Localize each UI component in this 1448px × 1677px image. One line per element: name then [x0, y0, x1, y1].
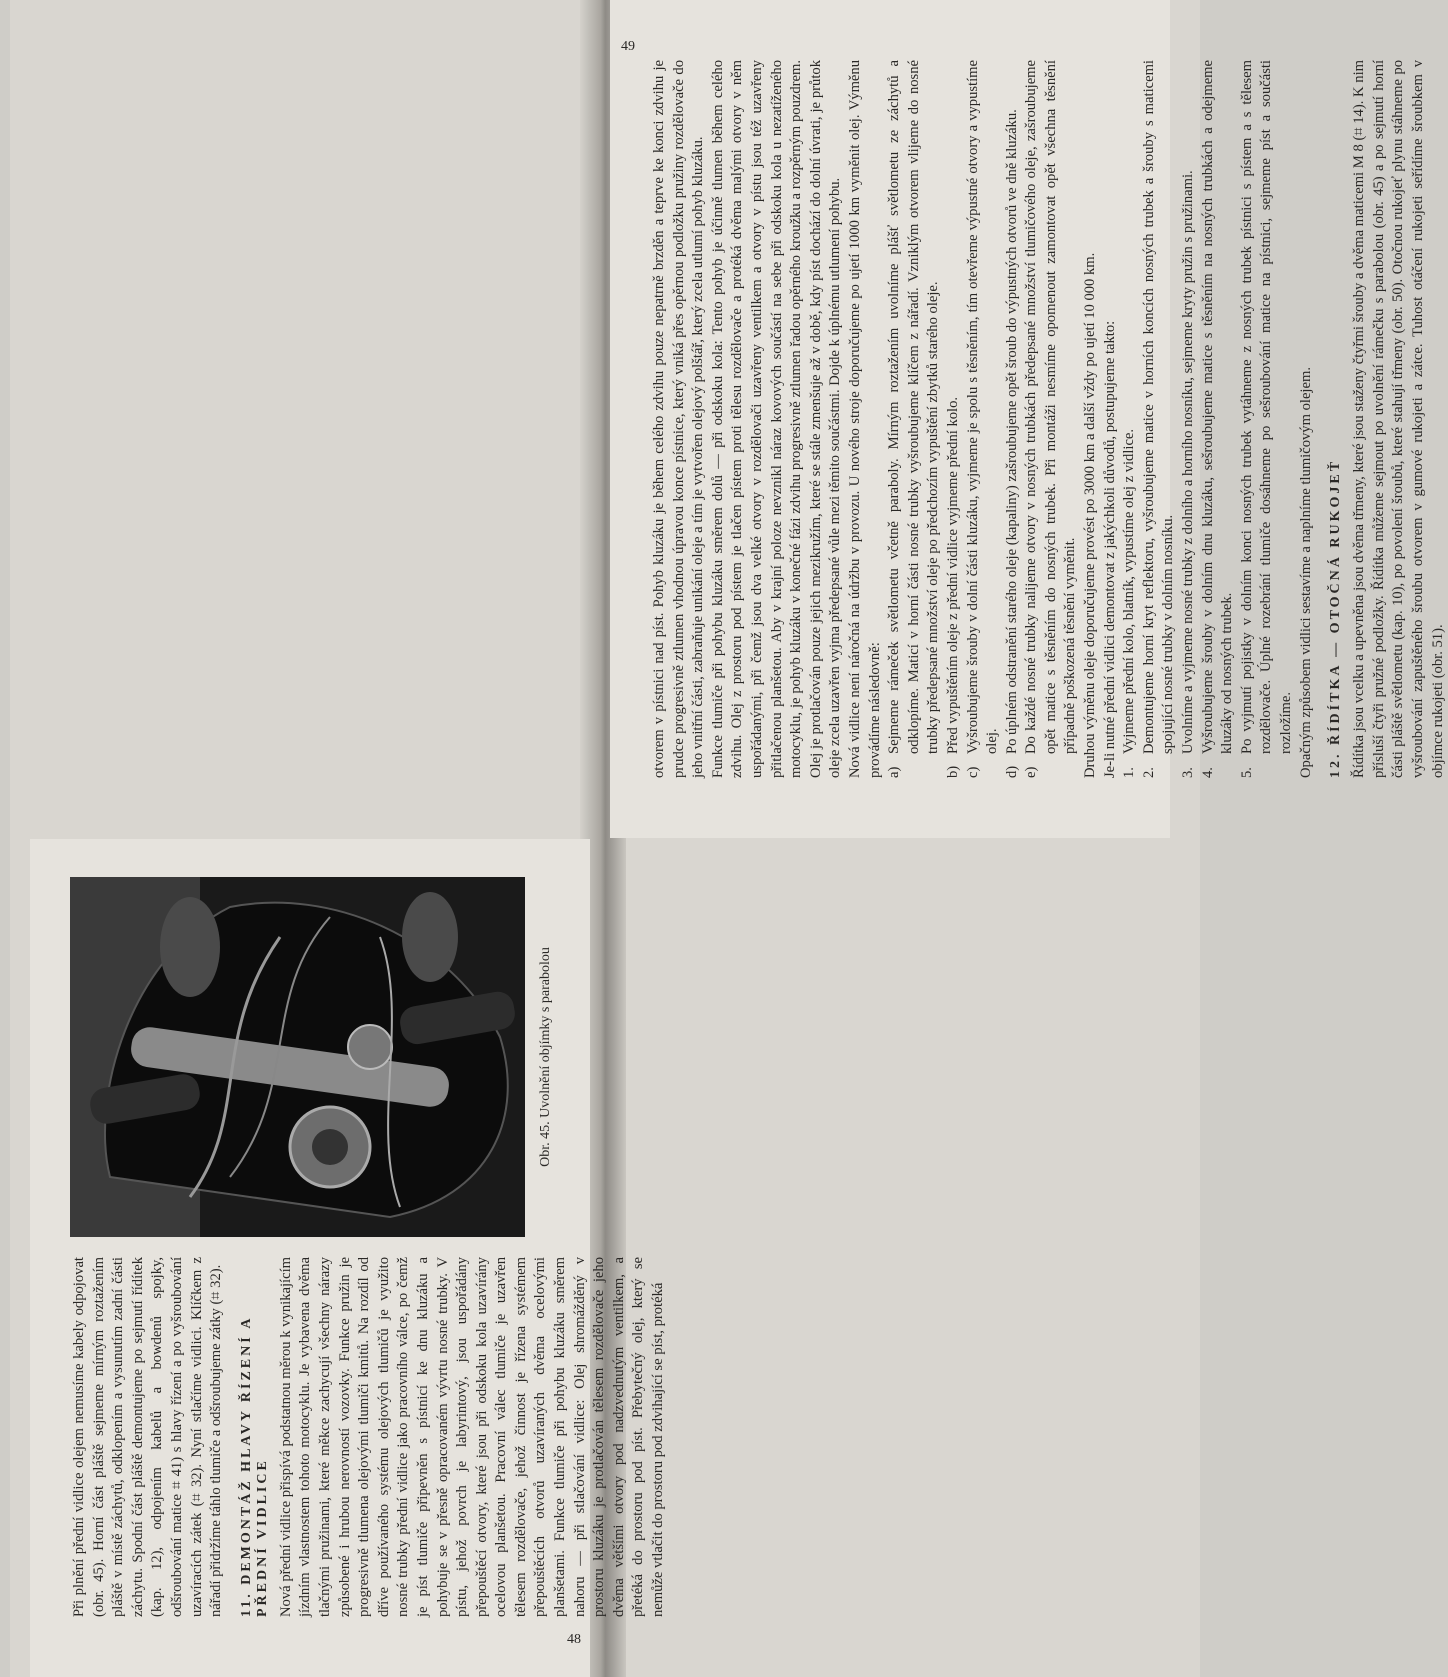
- handlebar-headlight-illustration: [70, 877, 525, 1237]
- right-para-1: otvorem v pístnici nad píst. Pohyb kluzáku je během celého zdvihu pouze nepatrně brzděn a teprve ke konci zdvihu je prudce progresivně ztlumen vhodnou úpravou konce pístnice, který vniká přes opěrnou podložku pružiny rozdělovače do jeho vnitřní části, zabraňuje unikání oleje a tím je vytvořen olejový polštář, který zcela utlumí pohyb kluzáku.: [651, 60, 707, 778]
- list-item: d) Po úplném odstranění starého oleje (kapaliny) zašroubujeme opět šroub do výpustných otvorů ve dně kluzáku.: [1003, 109, 1020, 778]
- right-para-6: Opačným způsobem vidlici sestavíme a naplníme tlumičovým olejem.: [1297, 367, 1314, 778]
- page-49: [610, 0, 1446, 838]
- disassembly-steps: [1120, 60, 1296, 778]
- page-number-49: 49: [621, 39, 635, 54]
- page-number-48: 48: [567, 1632, 581, 1647]
- book-spread: [10, 0, 1446, 1677]
- section-11-title: 11. DEMONTÁŽ HLAVY ŘÍZENÍ A PŘEDNÍ VIDLICE: [238, 1316, 270, 1617]
- list-item: 2. Demontujeme horní kryt reflektoru, vyšroubujeme matice v horních koncích nosných trubek a šrouby s maticemi spojující nosné trubky v dolním nosníku.: [1140, 60, 1177, 778]
- list-item: 5. Po vyjmutí pojistky v dolním konci nosných trubek vytáhneme z nosných trubek pístnici s pístem a s tělesem rozdělovače. Úplné rozebrání tlumiče dosáhneme po sešroubování matice na pístnici, sejmeme píst a součásti rozložíme.: [1238, 60, 1294, 778]
- intro-paragraph: Při plnění přední vidlice olejem nemusíme kabely odpojovat (obr. 45). Horní část pláště sejmeme mírným roztažením pláště v místě záchytů, odklopením a vysunutím zadní části záchytu. Spodní část pláště demontujeme po sejmutí řídítek (kap. 12), odpojením kabelů a bowdenů spojky, odšroubování matice ⌗ 41) s hlavy řízení a po vyšroubování uzavíracích zátek (⌗ 32). Nyní stlačíme vidlici. Klíčkem z nářadí přidržíme táhlo tlumiče a odšroubujeme zátky (⌗ 32).: [71, 1257, 225, 1617]
- left-text-column: [70, 1257, 669, 1617]
- figure-45-photo: [70, 877, 525, 1237]
- list-item: 3. Uvolníme a vyjmeme nosné trubky z dolního a horního nosníku, sejmeme kryty pružin s pružinami.: [1180, 170, 1197, 778]
- list-item: 1. Vyjmeme přední kolo, blatník, vypustíme olej z vidlice.: [1121, 428, 1138, 778]
- right-para-7: Řídítka jsou vcelku a upevněna jsou dvěma třmeny, které jsou staženy čtyřmi šrouby a dvěma maticemi M 8 (⌗ 14). K nim přísluší čtyři pružné podložky. Řídítka můžeme sejmout po uvolnění rámečku s parabolou (obr. 45) a po sejmutí horní části pláště světlometu (kap. 10), po povolení šroubů, které stahují třmeny (obr. 50). Otočnou rukojeť plynu stáhneme po vyšroubování zapuštěného šroubu otvorem v gumové rukojeti a zátce. Tuhost otáčení rukojeti seřídíme šroubkem v objímce rukojeti (obr. 51).: [1351, 60, 1446, 778]
- right-para-3: Nová vidlice není náročná na údržbu v provozu. U nového stroje doporučujeme po ujetí 1000 km vyměnit olej. Výměnu provádíme následovně:: [846, 60, 883, 778]
- page-48: [30, 839, 667, 1677]
- list-item: a) Sejmeme rámeček světlometu včetně paraboly. Mírným roztažením uvolníme plášť světlometu ze záchytů a odklopíme. Maticí v horní části nosné trubky vyšroubujeme klíčem z nářadí. Vzniklým otvorem vlijeme do nosné trubky předepsané množství oleje po předchozím vypuštění zbytků starého oleje.: [886, 60, 942, 778]
- list-item: e) Do každé nosné trubky nalijeme otvory v nosných trubkách předepsané množství tlumičového oleje, zašroubujeme opět matice s těsněním do nosných trubek. Při montáži nesmíme opomenout zamontovat opět všechna těsnění případně poškozená těsnění vyměnit.: [1023, 60, 1079, 778]
- list-item: 4. Vyšroubujeme šrouby v dolním dnu kluzáku, sešroubujeme matice s těsněním na nosných trubkách a odejmeme kluzáky od nosných trubek.: [1199, 60, 1236, 778]
- list-item: c) Vyšroubujeme šrouby v dolní části kluzáku, vyjmeme je spolu s těsněním, tím otevřeme výpustné otvory a vypustíme olej.: [964, 60, 1001, 778]
- right-para-2: Funkce tlumiče při pohybu kluzáku směrem dolů — při odskoku kola: Tento pohyb je účinně tlumen během celého zdvihu. Olej z prostoru pod pístem je tlačen pístem proti tělesu rozdělovače a protéká dvěma malými otvory v něm uspořádanými, při čemž jsou dva velké otvory v rozdělovači uzavřeny ventilkem a otvory v pístu jsou též uzavřeny přitlačenou planšetou. Aby v krajní poloze nevznikl náraz kovových součástí na sebe při odskoku kola u nezatíženého motocyklu, je pohyb kluzáku v konečné fázi zdvihu progresivně ztlumen řadou opěrného kroužku a rozpěrným pouzdrem. Olej je protlačován pouze jejich mezikružím, které se stále zmenšuje až v době, kdy píst dochází do dolní úvrati, je průtok oleje zcela uzavřen vyjma předepsané vůle mezi těmito součástmi. Dojde k úplnému utlumení pohybu.: [709, 60, 844, 778]
- figure-45-caption: Obr. 45. Uvolnění objímky s parabolou: [538, 947, 553, 1167]
- right-para-4: Druhou výměnu oleje doporučujeme provést po 3000 km a další vždy po ujetí 10 000 km.: [1082, 252, 1099, 778]
- section-12-title: 12. ŘÍDÍTKA — OTOČNÁ RUKOJEŤ: [1328, 458, 1344, 778]
- right-para-5: Je-li nutné přední vidlici demontovat z jakýchkoli důvodů, postupujeme takto:: [1101, 320, 1118, 778]
- section-11-text: Nová přední vidlice přispívá podstatnou měrou k vynikajícím jízdním vlastnostem tohoto motocyklu. Je vybavena dvěma tlačnými pružinami, které měkce zachycují všechny nárazy způsobené i hrubou nerovností vozovky. Funkce pružin je progresivně tlumena olejovými tlumiči kmitů. Na rozdíl od dříve používaného systému olejových tlumičů je využito nosné trubky přední vidlice jako pracovního válce, po čemž je píst tlumiče připevněn s pístnicí ke dnu kluzáku a pohybuje se v přesně opracovaném vývrtu nosné trubky. V pístu, jehož povrch je labyrintový, jsou uspořádány přepouštěcí otvory, které jsou při odskoku kola uzavírány ocelovou planšetou. Pracovní válec tlumiče je uzavřen tělesem rozdělovače, jehož činnost je řízena systémem přepouštěcích otvorů uzavíraných dvěma ocelovými planšetami. Funkce tlumiče při pohybu kluzáku směrem nahoru — při stlačování vidlice: Olej shromážděný v prostoru kluzáku je protlačován tělesem rozdělovače jeho dvěma většími otvory pod nadzvednutým ventilkem, a přetéká do prostoru pod píst. Přebytečný olej, který se nemůže vtlačit do prostoru pod zdvihající se píst, protéká: [277, 1257, 667, 1617]
- oil-change-steps: [885, 60, 1081, 778]
- list-item: b) Před vypuštěním oleje z přední vidlice vyjmeme přední kolo.: [944, 396, 961, 778]
